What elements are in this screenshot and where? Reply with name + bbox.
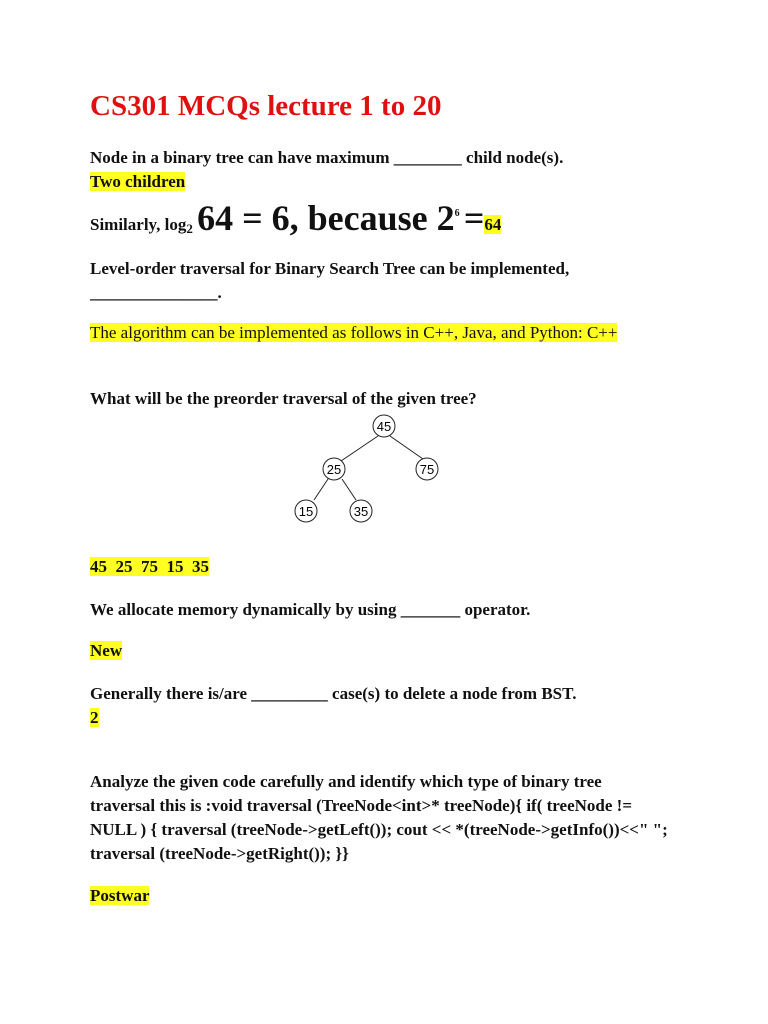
answer-2	[90, 321, 650, 345]
tree-label-left-right: 35	[353, 504, 369, 519]
question-2-text: Level-order traversal for Binary Search Tree can be implemented, _______________.	[90, 259, 570, 302]
tree-label-left: 25	[326, 462, 342, 477]
binary-tree-diagram	[290, 411, 450, 529]
question-3-text: What will be the preorder traversal of the given tree?	[90, 389, 477, 408]
log-exponent: 6	[454, 208, 460, 219]
tree-label-right: 75	[419, 462, 435, 477]
log-answer: 64	[484, 215, 502, 234]
edge-25-35	[342, 479, 356, 500]
question-2	[90, 257, 690, 305]
answer-5: 2	[90, 708, 99, 727]
question-5-text: Generally there is/are _________ case(s) to delete a node from BST.	[90, 684, 577, 703]
answer-4-text: New	[90, 641, 123, 660]
log-example	[90, 196, 690, 250]
question-6-text: Analyze the given code carefully and identify which type of binary tree traversal this is :void traversal (TreeNode<int>* treeNode){ if( treeNode != NULL ) { traversal (treeNode->getLeft()); cout << *(treeNode->getInfo())<<" "; traversal (treeNode->getRight()); }}	[90, 772, 668, 863]
answer-3-text: 45 25 75 15 35	[90, 557, 209, 576]
answer-4	[90, 639, 690, 663]
question-5	[90, 682, 635, 730]
answer-6	[90, 884, 690, 908]
edge-45-25	[341, 436, 378, 461]
tree-label-left-left: 15	[298, 504, 314, 519]
log-prefix: Similarly, log	[90, 215, 187, 234]
question-4	[90, 598, 690, 622]
question-6	[90, 770, 670, 866]
log-base: 2	[186, 221, 193, 236]
answer-3	[90, 555, 690, 579]
question-4-text: We allocate memory dynamically by using _______ operator.	[90, 600, 531, 619]
question-3	[90, 387, 690, 411]
tree-label-root: 45	[376, 419, 392, 434]
answer-2-text: The algorithm can be implemented as follows in C++, Java, and Python: C++	[90, 323, 618, 342]
answer-1: Two children	[90, 172, 186, 191]
edge-45-75	[390, 436, 423, 459]
page-title: CS301 MCQs lecture 1 to 20	[90, 90, 442, 122]
question-1-text: Node in a binary tree can have maximum ________ child node(s).	[90, 148, 564, 167]
log-main: 64 = 6, because 2	[197, 198, 455, 238]
edge-25-15	[314, 479, 328, 500]
answer-6-text: Postwar	[90, 886, 150, 905]
log-equals: =	[463, 198, 485, 238]
question-1	[90, 146, 690, 194]
